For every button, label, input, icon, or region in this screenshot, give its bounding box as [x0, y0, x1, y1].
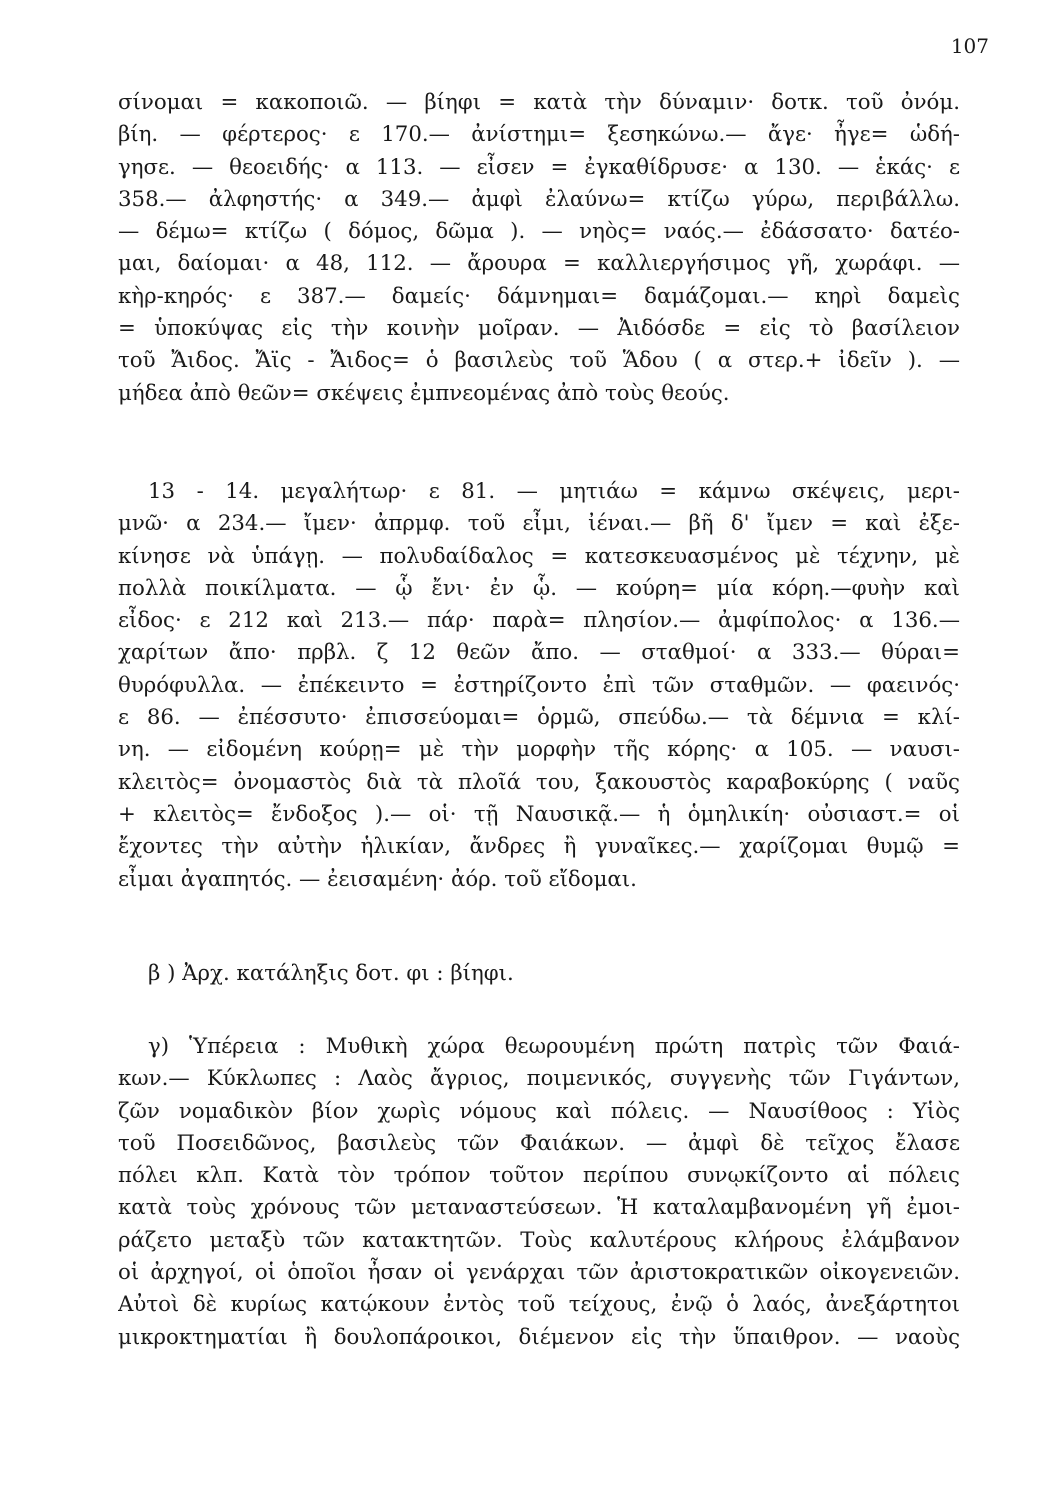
- section-g: [118, 1031, 960, 1354]
- text-line: τοῦ Ποσειδῶνος, βασιλεὺς τῶν Φαιάκων. — ἀμφὶ δὲ τεῖχος ἔλασε: [118, 1130, 960, 1156]
- text-line: ε 86. — ἐπέσσυτο· ἐπισσεύομαι= ὁρμῶ, σπεύδω.— τὰ δέμνια = κλί-: [118, 705, 960, 731]
- text-line: νη. — εἰδομένη κούρῃ= μὲ τὴν μορφὴν τῆς κόρης· α 105. — ναυσι-: [118, 737, 960, 763]
- text-line: γησε. — θεοειδής· α 113. — εἶσεν = ἐγκαθίδρυσε· α 130. — ἑκάς· ε: [118, 154, 960, 180]
- text-line: ζῶν νομαδικὸν βίον χωρὶς νόμους καὶ πόλεις. — Ναυσίθοος : Υἱὸς: [118, 1098, 960, 1124]
- section-b: [118, 958, 960, 990]
- text-line: μνῶ· α 234.— ἴμεν· ἀπρμφ. τοῦ εἶμι, ἰέναι.— βῆ δ' ἴμεν = καὶ ἐξε-: [118, 511, 960, 537]
- text-line: β ) Ἀρχ. κατάληξις δοτ. φι : βίηφι.: [148, 961, 514, 986]
- text-line: Αὐτοὶ δὲ κυρίως κατῴκουν ἐντὸς τοῦ τείχους, ἐνῷ ὁ λαός, ἀνεξάρτητοι: [118, 1292, 960, 1318]
- text-line: κίνησε νὰ ὑπάγῃ. — πολυδαίδαλος = κατεσκευασμένος μὲ τέχνην, μὲ: [118, 543, 960, 569]
- text-line: χαρίτων ἄπο· πρβλ. ζ 12 θεῶν ἄπο. — σταθμοί· α 333.— θύραι=: [118, 640, 960, 666]
- text-line: μικροκτηματίαι ἢ δουλοπάροικοι, διέμενον εἰς τὴν ὕπαιθρον. — ναοὺς: [118, 1324, 960, 1350]
- text-line: εἶδος· ε 212 καὶ 213.— πάρ· παρὰ= πλησίον.— ἀμφίπολος· α 136.—: [118, 608, 960, 634]
- text-line: τοῦ Ἄιδος. Ἄϊς - Ἄιδος= ὁ βασιλεὺς τοῦ Ἅδου ( α στερ.+ ἰδεῖν ). —: [118, 348, 960, 374]
- text-line: οἱ ἀρχηγοί, οἱ ὁποῖοι ἦσαν οἱ γενάρχαι τῶν ἀριστοκρατικῶν οἰκογενειῶν.: [118, 1260, 960, 1286]
- text-line: εἶμαι ἀγαπητός. — ἐεισαμένη· ἀόρ. τοῦ εἴδομαι.: [118, 866, 637, 892]
- glossary-block-2: [118, 476, 960, 896]
- text-line: — δέμω= κτίζω ( δόμος, δῶμα ). — νηὸς= ναός.— ἐδάσσατο· δατέο-: [118, 219, 960, 245]
- text-line: ἔχοντες τὴν αὐτὴν ἡλικίαν, ἄνδρες ἢ γυναῖκες.— χαρίζομαι θυμῷ =: [118, 834, 960, 860]
- text-line: = ὑποκύψας εἰς τὴν κοινὴν μοῖραν. — Ἀιδόσδε = εἰς τὸ βασίλειον: [118, 316, 960, 342]
- text-line: θυρόφυλλα. — ἐπέκειντο = ἐστηρίζοντο ἐπὶ τῶν σταθμῶν. — φαεινός·: [118, 672, 960, 698]
- text-line: κὴρ-κηρός· ε 387.— δαμείς· δάμνημαι= δαμάζομαι.— κηρὶ δαμεὶς: [118, 283, 960, 309]
- glossary-block-1: [118, 87, 960, 410]
- text-line: μαι, δαίομαι· α 48, 112. — ἄρουρα = καλλιεργήσιμος γῆ, χωράφι. —: [118, 251, 960, 277]
- text-line: κων.— Κύκλωπες : Λαὸς ἄγριος, ποιμενικός, συγγενὴς τῶν Γιγάντων,: [118, 1066, 960, 1092]
- text-line: ράζετο μεταξὺ τῶν κατακτητῶν. Τοὺς καλυτέρους κλήρους ἐλάμβανον: [118, 1227, 960, 1253]
- text-line: σίνομαι = κακοποιῶ. — βίηφι = κατὰ τὴν δύναμιν· δοτκ. τοῦ ὀνόμ.: [118, 90, 960, 115]
- text-line: 13 - 14. μεγαλήτωρ· ε 81. — μητιάω = κάμνω σκέψεις, μερι-: [148, 479, 960, 504]
- text-line: πόλει κλπ. Κατὰ τὸν τρόπον τοῦτον περίπου συνῳκίζοντο αἱ πόλεις: [118, 1163, 960, 1189]
- page-number: 107: [950, 34, 989, 58]
- text-line: μήδεα ἀπὸ θεῶν= σκέψεις ἐμπνεομένας ἀπὸ τοὺς θεούς.: [118, 380, 730, 406]
- text-line: γ) Ὑπέρεια : Μυθικὴ χώρα θεωρουμένη πρώτη πατρὶς τῶν Φαιά-: [148, 1034, 960, 1059]
- text-line: πολλὰ ποικίλματα. — ᾧ ἔνι· ἐν ᾧ. — κούρη= μία κόρη.—φυὴν καὶ: [118, 575, 960, 601]
- text-line: 358.— ἀλφηστής· α 349.— ἀμφὶ ἐλαύνω= κτίζω γύρω, περιβάλλω.: [118, 186, 960, 212]
- text-line: + κλειτὸς= ἔνδοξος ).— οἱ· τῇ Ναυσικᾷ.— ἡ ὁμηλικίη· οὐσιαστ.= οἱ: [118, 801, 960, 827]
- text-line: κατὰ τοὺς χρόνους τῶν μεταναστεύσεων. Ἡ καταλαμβανομένη γῆ ἐμοι-: [118, 1195, 960, 1221]
- text-line: κλειτὸς= ὀνομαστὸς διὰ τὰ πλοῖά του, ξακουστὸς καραβοκύρης ( ναῦς: [118, 769, 960, 795]
- text-line: βίη. — φέρτερος· ε 170.— ἀνίστημι= ξεσηκώνω.— ἄγε· ἦγε= ὡδή-: [118, 122, 960, 148]
